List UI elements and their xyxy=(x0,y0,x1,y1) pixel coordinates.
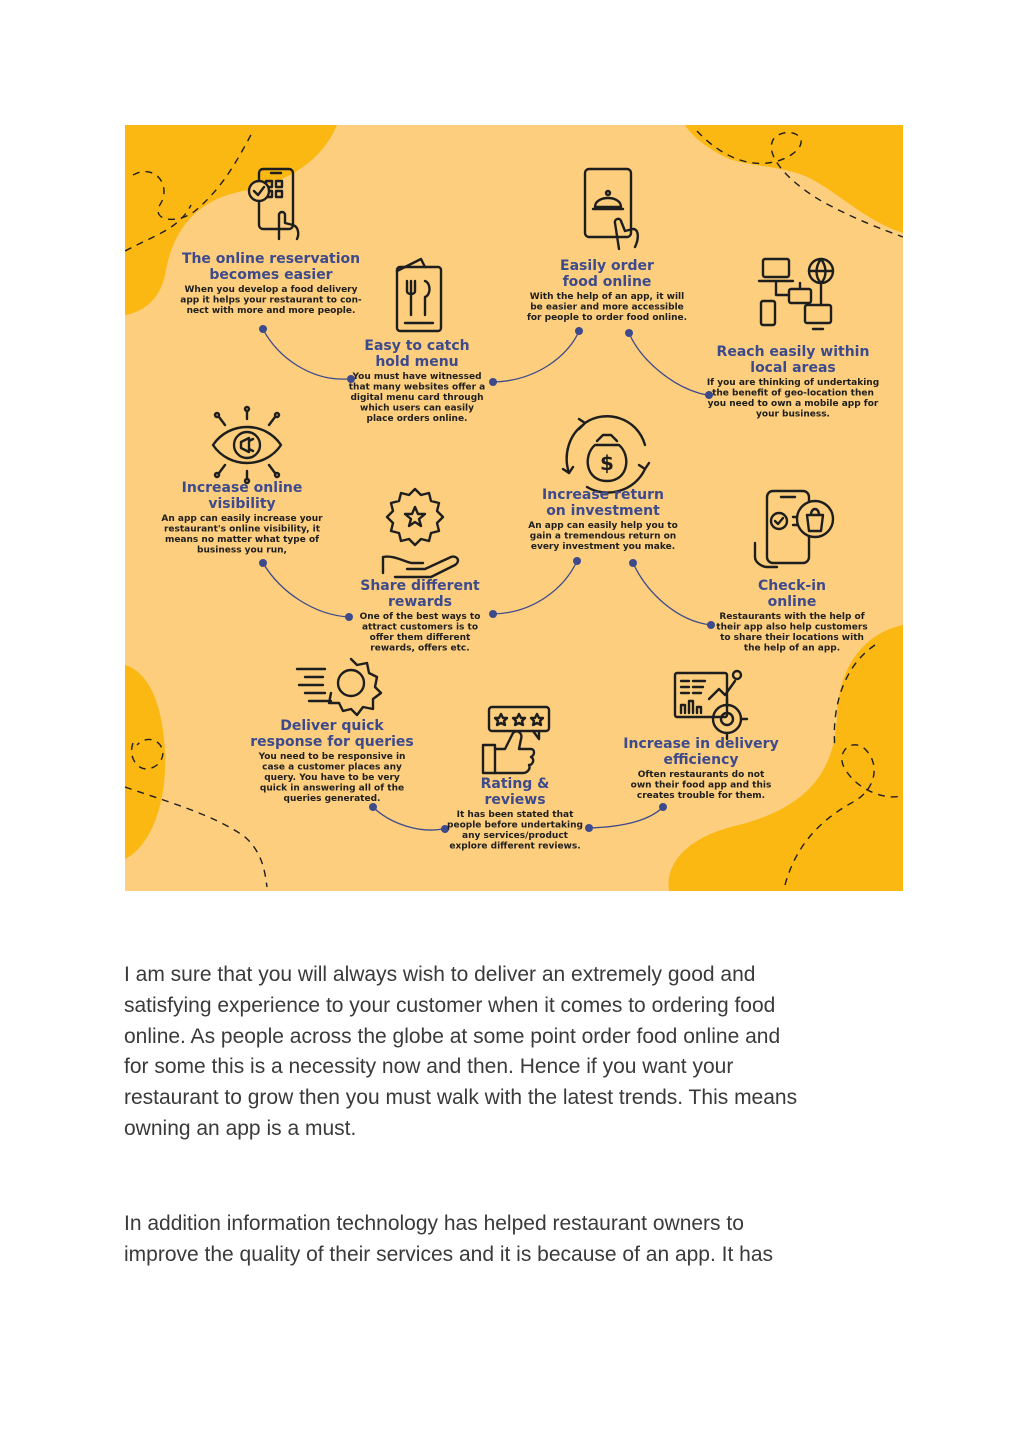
feature-title: visibility xyxy=(208,496,276,512)
paragraph-line: restaurant to grow then you must walk with the latest trends. This means xyxy=(124,1086,798,1110)
feature-title: on investment xyxy=(546,503,660,519)
feature-title: Rating & xyxy=(480,776,550,792)
feature-description-line: An app can easily help you to xyxy=(528,521,678,531)
feature-title: Increase in delivery xyxy=(623,736,779,752)
paragraph-line: In addition information technology has helped restaurant owners to xyxy=(124,1212,744,1235)
feature-description-line: Often restaurants do not xyxy=(637,770,765,780)
feature-description-line: rewards, offers etc. xyxy=(370,643,470,654)
feature-description-line: When you develop a food delivery xyxy=(184,285,358,295)
feature-description-line: place orders online. xyxy=(366,414,468,424)
feature-title: Easy to catch xyxy=(364,338,470,354)
feature-title: hold menu xyxy=(375,354,459,370)
feature-description-line: nect with more and more people. xyxy=(186,306,356,316)
paragraph-line: I am sure that you will always wish to deliver an extremely good and xyxy=(124,963,756,986)
body-paragraph-2 xyxy=(124,1209,884,1271)
feature-4 xyxy=(707,344,879,420)
feature-description-line: the help of an app. xyxy=(743,643,841,654)
paragraph-line: satisfying experience to your customer when it comes to ordering food xyxy=(124,993,776,1017)
feature-description-line: app it helps your restaurant to con- xyxy=(180,295,362,306)
feature-description-line: It has been stated that xyxy=(456,810,574,820)
feature-5 xyxy=(161,480,323,556)
feature-title: Increase online xyxy=(181,480,303,496)
feature-description-line: that many websites offer a xyxy=(348,382,486,393)
feature-title: food online xyxy=(562,274,652,290)
feature-title: rewards xyxy=(387,594,453,610)
infographic xyxy=(125,125,903,891)
feature-description-line: explore different reviews. xyxy=(449,841,581,852)
feature-description-line: to share their locations with xyxy=(720,633,864,643)
feature-description-line: every investment you make. xyxy=(530,542,676,552)
feature-title: online xyxy=(767,594,817,610)
feature-title: becomes easier xyxy=(209,267,333,283)
feature-description-line: query. You have to be very xyxy=(264,773,400,783)
feature-description-line: own their food app and this xyxy=(630,780,772,791)
feature-description-line: quick in answering all of the xyxy=(259,783,405,794)
feature-title: Increase return xyxy=(542,487,664,503)
paragraph-line: improve the quality of their services and it is because of an app. It has xyxy=(124,1242,774,1266)
feature-description-line: for people to order food online. xyxy=(526,313,688,323)
feature-description-line: any services/product xyxy=(462,831,568,841)
feature-2 xyxy=(349,338,486,424)
feature-description-line: their app also help customers xyxy=(716,622,868,633)
feature-description-line: One of the best ways to xyxy=(359,612,481,622)
feature-description-line: means no matter what type of xyxy=(164,535,320,545)
paragraph-line: online. As people across the globe at some point order food online and xyxy=(124,1024,781,1048)
feature-description-line: queries generated. xyxy=(283,794,381,804)
feature-description-line: the benefit of geo-location then xyxy=(712,388,874,399)
feature-6 xyxy=(360,578,481,654)
feature-title: Share different xyxy=(360,578,480,594)
paragraph-line: for some this is a necessity now and then. Hence if you want your xyxy=(124,1055,734,1079)
feature-description-line: You need to be responsive in xyxy=(258,752,406,762)
feature-description-line: you need to own a mobile app for xyxy=(707,399,879,409)
feature-description-line: your business. xyxy=(756,409,830,420)
body-paragraph-1 xyxy=(124,960,884,1145)
feature-description-line: attract customers is to xyxy=(361,622,479,633)
feature-description-line: creates trouble for them. xyxy=(636,791,766,801)
feature-description-line: be easier and more accessible xyxy=(530,302,684,313)
feature-title: The online reservation xyxy=(181,251,361,267)
feature-description-line: With the help of an app, it will xyxy=(529,292,685,302)
feature-description-line: business you run, xyxy=(197,545,287,556)
feature-description-line: which users can easily xyxy=(360,403,474,414)
feature-description-line: If you are thinking of undertaking xyxy=(706,378,880,388)
feature-title: Check-in xyxy=(758,578,826,594)
feature-description-line: restaurant's online visibility, it xyxy=(163,524,321,535)
feature-description-line: gain a tremendous return on xyxy=(529,531,677,542)
feature-title: Reach easily within xyxy=(716,344,870,360)
paragraph-line: owning an app is a must. xyxy=(124,1116,357,1140)
feature-description-line: Restaurants with the help of xyxy=(719,612,865,622)
feature-description-line: offer them different xyxy=(369,633,471,643)
feature-title: response for queries xyxy=(250,734,414,750)
feature-description-line: people before undertaking xyxy=(447,820,583,831)
feature-description-line: An app can easily increase your xyxy=(161,514,323,524)
feature-title: efficiency xyxy=(663,752,739,768)
feature-description-line: digital menu card through xyxy=(350,393,484,403)
svg-text:$: $ xyxy=(600,451,614,475)
feature-description-line: You must have witnessed xyxy=(352,372,482,382)
feature-title: reviews xyxy=(484,792,546,808)
feature-description-line: case a customer places any xyxy=(262,762,402,773)
feature-title: Deliver quick xyxy=(280,718,384,734)
feature-title: Easily order xyxy=(560,258,654,274)
feature-title: local areas xyxy=(750,360,836,376)
